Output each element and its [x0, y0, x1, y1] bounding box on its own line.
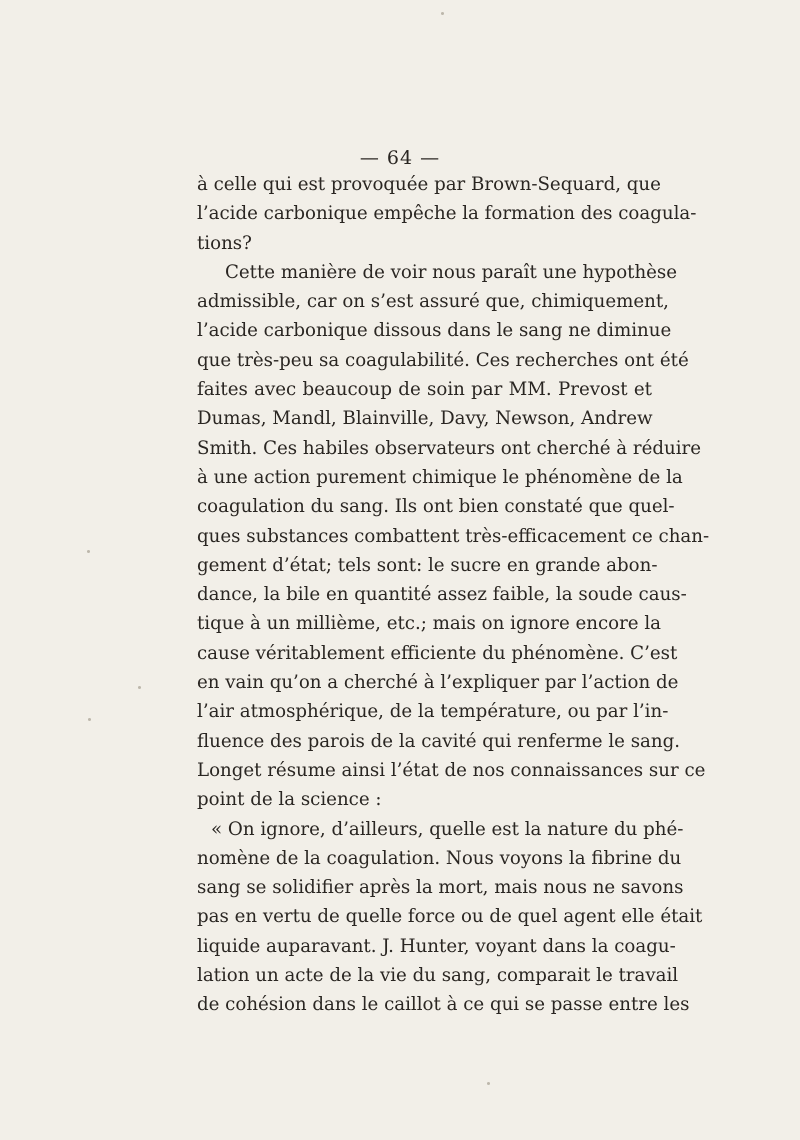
text-line: Smith. Ces habiles observateurs ont cherché à réduire — [197, 437, 701, 459]
paper-speck — [487, 1082, 490, 1085]
text-line: l’acide carbonique dissous dans le sang ne diminue — [197, 320, 672, 342]
text-line: cause véritablement efficiente du phénomène. C’est — [197, 642, 678, 664]
text-line: coagulation du sang. Ils ont bien constaté que quel- — [197, 496, 675, 518]
quotation-first-line: « On ignore, d’ailleurs, quelle est la nature du phé- — [211, 818, 684, 840]
text-line: lation un acte de la vie du sang, comparait le travail — [197, 965, 679, 987]
text-line: à celle qui est provoquée par Brown-Sequard, que — [197, 174, 661, 195]
paper-speck — [88, 718, 91, 721]
text-line: fluence des parois de la cavité qui renferme le sang. — [197, 730, 681, 752]
text-line: nomène de la coagulation. Nous voyons la fibrine du — [197, 847, 682, 869]
text-line: de cohésion dans le caillot à ce qui se passe entre les — [197, 994, 690, 1016]
text-line: liquide auparavant. J. Hunter, voyant dans la coagu- — [197, 935, 676, 957]
text-line: Dumas, Mandl, Blainville, Davy, Newson, Andrew — [197, 408, 653, 430]
text-line: admissible, car on s’est assuré que, chimiquement, — [197, 291, 669, 313]
page-number: — 64 — — [359, 147, 441, 169]
paper-speck — [138, 686, 141, 689]
text-line: faites avec beaucoup de soin par MM. Prevost et — [197, 379, 652, 401]
text-line: gement d’état; tels sont: le sucre en grande abon- — [197, 554, 658, 576]
text-line: tions? — [197, 232, 252, 254]
paragraph-first-line: Cette manière de voir nous paraît une hypothèse — [225, 261, 678, 283]
text-line: que très-peu sa coagulabilité. Ces recherches ont été — [197, 349, 689, 371]
text-line: à une action purement chimique le phénomène de la — [197, 466, 683, 488]
text-line: pas en vertu de quelle force ou de quel agent elle était — [197, 906, 703, 928]
text-line: point de la science : — [197, 789, 382, 811]
text-line: dance, la bile en quantité assez faible, la soude caus- — [197, 584, 687, 606]
body-text — [197, 170, 710, 1020]
text-line: l’acide carbonique empêche la formation des coagula- — [197, 203, 697, 225]
paper-speck — [87, 550, 90, 553]
text-line: Longet résume ainsi l’état de nos connaissances sur ce — [197, 759, 706, 781]
text-line: en vain qu’on a cherché à l’expliquer par l’action de — [197, 672, 679, 694]
text-line: tique à un millième, etc.; mais on ignore encore la — [197, 613, 661, 635]
paper-speck — [441, 12, 444, 15]
text-line: l’air atmosphérique, de la température, ou par l’in- — [197, 701, 669, 723]
text-line: ques substances combattent très-efficacement ce chan- — [197, 525, 710, 547]
text-line: sang se solidifier après la mort, mais nous ne savons — [197, 877, 684, 899]
